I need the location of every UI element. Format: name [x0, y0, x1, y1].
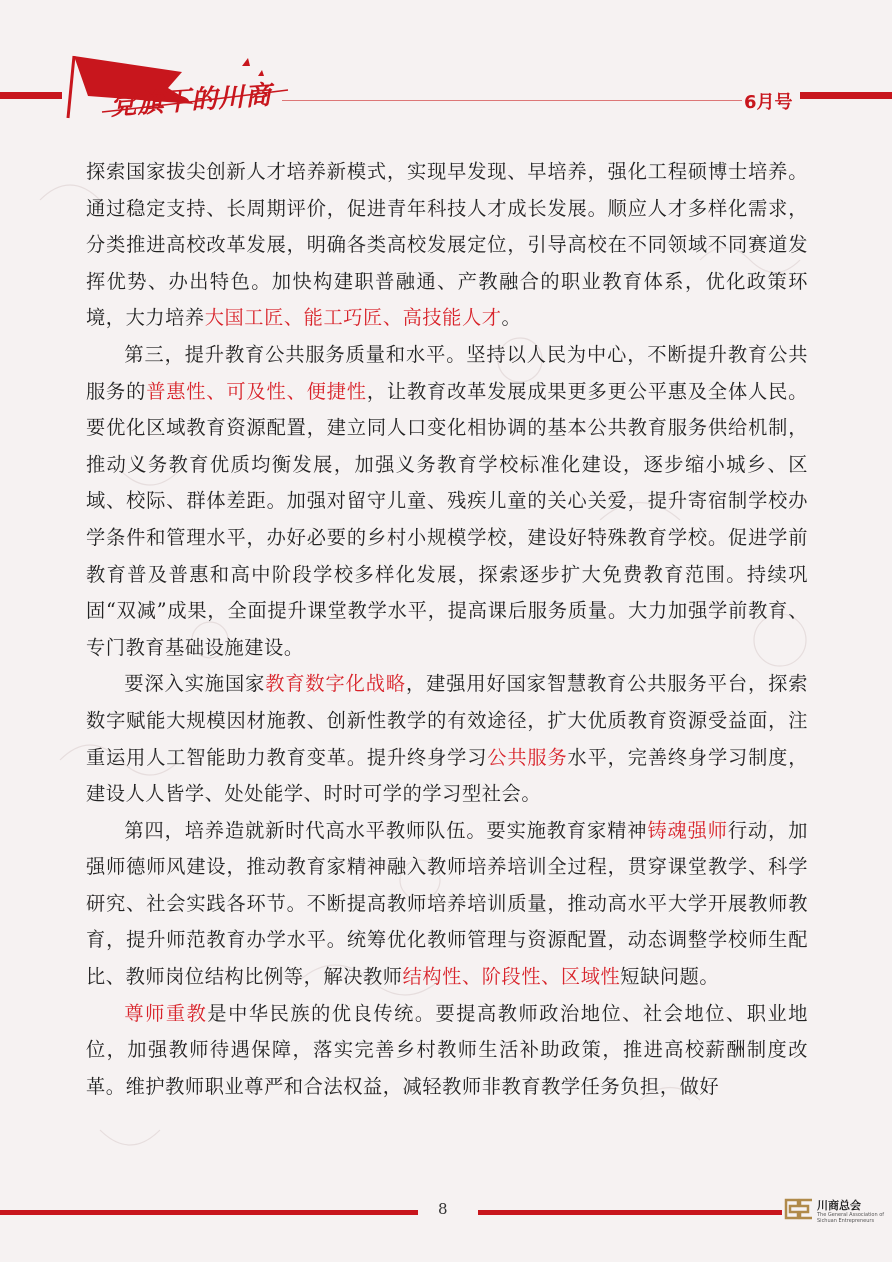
chamber-logo-icon: [784, 1196, 814, 1222]
paragraph: [86, 337, 808, 666]
logo-text: 党旗下的川商: [109, 80, 274, 122]
text-segment: 第三，提升教育公共服务质量和水平。坚持以人民为中心，不断提升教育公共服务的: [86, 342, 808, 403]
text-segment: 是中华民族的优良传统。要提高教师政治地位、社会地位、职业地位，加强教师待遇保障，落实完善乡村教师生活补助政策，推进高校薪酬制度改革。维护教师职业尊严和合法权益，减轻教师非教育教学任务负担，做好: [86, 1001, 808, 1098]
text-segment: 。: [501, 306, 522, 330]
text-segment: 要深入实施国家: [124, 672, 266, 696]
text-segment: 探索国家拔尖创新人才培养新模式，实现早发现、早培养，强化工程硕博士培养。通过稳定支持、长周期评价，促进青年科技人才成长发展。顺应人才多样化需求，分类推进高校改革发展，明确各类高校发展定位，引导高校在不同领域不同赛道发挥优势、办出特色。加快构建职普融通、产教融合的职业教育体系，优化政策环境，大力培养: [86, 160, 808, 330]
header-rule-middle: [282, 100, 742, 101]
text-segment: 行动，加强师德师风建设，推动教育家精神融入教师培养培训全过程，贯穿课堂教学、科学研究、社会实践各环节。不断提高教师培养培训质量，推动高水平大学开展教师教育，提升师范教育办学水平。统筹优化教师管理与资源配置，动态调整学校师生配比、教师岗位结构比例等，解决教师: [86, 818, 808, 989]
paragraph: [86, 813, 808, 996]
highlighted-text: 大国工匠、能工巧匠、高技能人才: [204, 306, 502, 330]
footer-rule-right: [478, 1210, 782, 1215]
paragraph: [86, 154, 808, 337]
text-segment: 第四，培养造就新时代高水平教师队伍。要实施教育家精神: [124, 818, 648, 842]
highlighted-text: 尊师重教: [124, 1001, 208, 1025]
highlighted-text: 铸魂强师: [647, 818, 728, 842]
header-rule-right: [800, 92, 892, 99]
text-segment: 水平，完善终身学习制度，建设人人皆学、处处能学、时时可学的学习型社会。: [86, 745, 809, 806]
article-body: [86, 154, 808, 1105]
highlighted-text: 普惠性、可及性、便捷性: [146, 379, 367, 403]
highlighted-text: 教育数字化战略: [265, 672, 407, 696]
text-segment: ，建强用好国家智慧教育公共服务平台，探索数字赋能大规模因材施教、创新性教学的有效途径，扩大优质教育资源受益面，注重运用人工智能助力教育变革。提升终身学习: [86, 672, 808, 769]
highlighted-text: 公共服务: [487, 745, 568, 769]
header-rule-left: [0, 92, 62, 99]
page-number: 8: [438, 1200, 448, 1218]
text-segment: 短缺问题。: [620, 965, 720, 989]
text-segment: ，让教育改革发展成果更多更公平惠及全体人民。要优化区域教育资源配置，建立同人口变化相协调的基本公共教育服务供给机制，推动义务教育优质均衡发展，加强义务教育学校标准化建设，逐步缩小城乡、区域、校际、群体差距。加强对留守儿童、残疾儿童的关心关爱，提升寄宿制学校办学条件和管理水平，办好必要的乡村小规模学校，建设好特殊教育学校。促进学前教育普及普惠和高中阶段学校多样化发展，探索逐步扩大免费教育范围。持续巩固“双减”成果，全面提升课堂教学水平，提高课后服务质量。大力加强学前教育、专门教育基础设施建设。: [86, 379, 808, 659]
footer-rule-left: [0, 1210, 418, 1215]
paragraph: [86, 996, 808, 1106]
footer-brand-subtitle: The General Association of Sichuan Entrepreneurs: [817, 1212, 885, 1224]
paragraph: [86, 666, 808, 812]
footer-brand: 川商总会: [817, 1199, 861, 1212]
issue-label: 6月号: [744, 92, 793, 113]
highlighted-text: 结构性、阶段性、区域性: [402, 965, 621, 989]
